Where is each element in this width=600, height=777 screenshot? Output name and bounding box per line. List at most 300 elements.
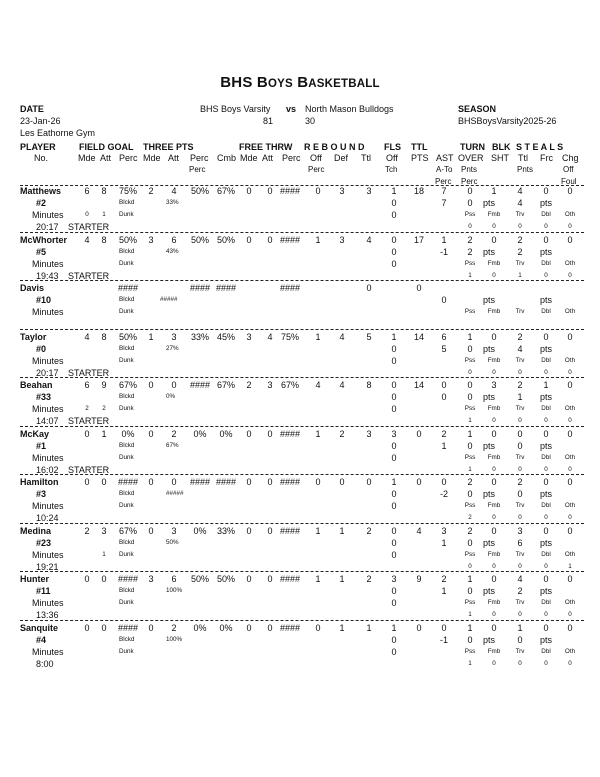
stat-value: 33% [216, 525, 235, 536]
player-name: Sanquite [20, 622, 59, 633]
stat-value: #### [117, 622, 139, 633]
sub-stat-label: Dbl [541, 405, 551, 412]
sub-stat-label: Trv [515, 405, 525, 412]
column-header: BLK [492, 142, 511, 152]
stat-value: 0% [219, 428, 233, 439]
blocked-value: 27% [166, 344, 179, 352]
sub-stat-label: Trv [515, 647, 525, 655]
column-header: Mde [78, 153, 96, 163]
steal-points-value: 4 [517, 198, 523, 208]
stat-value: 0% [121, 428, 135, 439]
stat-value: 4 [84, 331, 90, 342]
stat-value: 0 [543, 477, 549, 487]
sub-stat-value: 0 [468, 562, 472, 570]
player-name: Hunter [20, 574, 49, 584]
dunk-label: Dunk [119, 599, 134, 606]
stat-value: 50% [118, 234, 137, 245]
stat-value: 67% [118, 525, 137, 536]
stat-value: 2 [339, 428, 345, 439]
stat-value: 0 [246, 477, 252, 487]
column-header: Perc [189, 165, 206, 174]
header-divider [20, 185, 584, 186]
blocked-label: Blckd [119, 296, 135, 303]
points-label: pts [540, 198, 553, 208]
sub-stat-value: 1 [468, 417, 472, 424]
sub-stat-value: 0 [544, 562, 548, 570]
player-number: #2 [36, 198, 47, 208]
stat-value: #### [117, 283, 139, 293]
stat-value: 0 [366, 283, 372, 293]
sub-stat-label: Fmb [487, 211, 501, 218]
column-header: Att [100, 153, 112, 163]
stat-value: 0 [339, 477, 345, 487]
stat-value: 2 [441, 428, 447, 439]
points-label: pts [540, 586, 553, 596]
player-number: #11 [36, 586, 51, 596]
stat-value: 0 [567, 428, 573, 439]
stat-value: 1 [391, 622, 397, 633]
sub-stat-label: Trv [515, 211, 525, 218]
minutes-played: 13:36 [36, 610, 59, 620]
assist-turnover-value: 1 [441, 586, 447, 596]
stat-value: #### [117, 574, 139, 584]
sub-stat-label: Dbl [541, 599, 551, 606]
stat-value: 4 [339, 331, 345, 342]
player-number: #5 [36, 246, 47, 257]
column-header: FIELD GOAL [79, 142, 134, 152]
stat-value: 1 [339, 525, 345, 536]
stat-value: 0 [567, 622, 573, 633]
blocked-label: Blckd [119, 538, 135, 546]
stat-value: 3 [171, 331, 177, 342]
stat-value: 6 [171, 234, 177, 245]
sub-stat-value: 1 [468, 271, 472, 279]
stat-value: #### [215, 283, 237, 293]
sub-stat-value: 0 [544, 465, 548, 473]
sub-stat-value: 0 [518, 514, 522, 521]
stat-value: 75% [118, 186, 137, 196]
player-name: Taylor [20, 331, 47, 342]
stat-value: 0 [246, 234, 252, 245]
points-label: pts [540, 489, 553, 499]
stat-value: 8 [101, 186, 107, 196]
stat-value: 67% [118, 380, 137, 390]
stat-value: 0 [101, 622, 107, 633]
sub-stat-label: Fmb [487, 259, 501, 267]
stat-value: 67% [280, 380, 299, 390]
stat-value: 0 [267, 622, 273, 633]
points-label: pts [540, 392, 553, 402]
turnover-points-value: 0 [467, 198, 473, 208]
points-label: pts [483, 246, 496, 257]
stat-value: 1 [491, 186, 497, 196]
stat-value: 0 [267, 428, 273, 439]
sub-stat-label: Oth [564, 502, 576, 509]
off-touch-value: 0 [391, 646, 397, 657]
stat-value: 0 [267, 574, 273, 584]
stat-value: 0% [193, 428, 207, 439]
minutes-made: 0 [85, 211, 89, 218]
stat-value: 0 [246, 428, 252, 439]
column-header: FREE THRW [239, 142, 293, 152]
column-header: Ttl [361, 153, 371, 163]
minutes-label: Minutes [32, 549, 64, 560]
stat-value: 1 [441, 234, 447, 245]
stat-value: 1 [339, 574, 345, 584]
points-label: pts [540, 537, 553, 548]
sub-stat-value: 1 [568, 562, 572, 570]
sub-stat-value: 0 [468, 223, 472, 230]
stat-value: 8 [101, 234, 107, 245]
stat-value: 50% [190, 574, 209, 584]
sub-stat-value: 0 [492, 271, 496, 279]
blocked-value: 100% [166, 635, 183, 643]
stat-value: 1 [315, 574, 321, 584]
minutes-label: Minutes [32, 210, 64, 220]
sub-stat-label: Trv [515, 453, 525, 461]
column-header: TURN [460, 142, 485, 152]
sub-stat-label: Dbl [541, 502, 551, 509]
stat-value: 0 [543, 574, 549, 584]
sub-stat-label: Pss [464, 550, 476, 558]
stat-value: 1 [517, 622, 523, 633]
sub-stat-label: Pss [464, 502, 476, 509]
steal-points-value: 0 [517, 440, 523, 451]
stat-value: 3 [267, 380, 273, 390]
assist-turnover-value: 0 [441, 392, 447, 402]
blocked-label: Blckd [119, 441, 135, 449]
dunk-label: Dunk [119, 356, 134, 364]
minutes-played: 20:17 [36, 222, 59, 232]
column-header: OVER [458, 153, 484, 163]
date-label: DATE [20, 104, 44, 114]
stat-value: 1 [148, 331, 154, 342]
stat-value: #### [117, 477, 139, 487]
stat-value: 9 [101, 380, 107, 390]
stat-value: 2 [171, 622, 177, 633]
sub-stat-label: Trv [515, 308, 525, 315]
stat-value: 2 [246, 380, 252, 390]
stat-value: 4 [84, 234, 90, 245]
season-label: SEASON [458, 104, 497, 114]
stat-value: 0 [567, 331, 573, 342]
stat-value: 0 [84, 428, 90, 439]
sub-stat-value: 0 [568, 659, 572, 667]
assist-turnover-value: -2 [439, 489, 448, 499]
stat-value: 3 [148, 574, 154, 584]
minutes-played: 20:17 [36, 367, 59, 378]
column-header: Frc [540, 153, 553, 163]
stat-value: #### [279, 622, 301, 633]
stat-value: 3 [366, 428, 372, 439]
row-divider [20, 474, 584, 475]
stat-value: 0 [84, 574, 90, 584]
sub-stat-label: Oth [564, 647, 576, 655]
home-team: BHS Boys Varsity [200, 104, 271, 114]
blocked-value: 43% [166, 247, 179, 255]
player-name: Matthews [20, 186, 62, 196]
sub-stat-label: Trv [515, 356, 525, 364]
stat-value: 0 [391, 380, 397, 390]
stat-value: 0 [171, 380, 177, 390]
points-label: pts [540, 343, 553, 354]
player-name: Medina [20, 525, 52, 536]
column-header: Tch [385, 165, 398, 174]
sub-stat-value: 0 [568, 514, 572, 521]
column-header: Cmb [217, 153, 237, 163]
steal-points-value: 6 [517, 537, 523, 548]
sub-stat-label: Oth [564, 259, 576, 267]
stat-value: 3 [148, 234, 154, 245]
stat-value: 0 [267, 186, 273, 196]
away-team: North Mason Bulldogs [305, 104, 394, 114]
stat-value: 0 [416, 283, 422, 293]
row-divider [20, 329, 584, 330]
player-number: #10 [36, 295, 52, 305]
stat-value: 1 [315, 234, 321, 245]
turnover-points-value: 0 [467, 537, 473, 548]
sub-stat-value: 0 [518, 465, 522, 473]
sub-stat-value: 1 [468, 659, 472, 667]
stat-value: 3 [366, 186, 372, 196]
stat-value: 0 [567, 234, 573, 245]
stat-value: 1 [315, 525, 321, 536]
stat-value: 3 [391, 574, 397, 584]
game-date: 23-Jan-26 [20, 116, 61, 126]
player-number: #23 [36, 537, 52, 548]
stat-value: 3 [246, 331, 252, 342]
column-header: No. [34, 153, 49, 163]
vs-label: vs [286, 104, 297, 114]
off-touch-value: 0 [391, 210, 397, 220]
stat-value: 0 [567, 477, 573, 487]
stat-value: 0 [441, 477, 447, 487]
off-touch-value: 0 [391, 537, 397, 548]
sub-stat-value: 0 [492, 417, 496, 424]
row-divider [20, 523, 584, 524]
stat-value: 2 [517, 234, 523, 245]
sub-stat-label: Dbl [541, 647, 551, 655]
sub-stat-label: Oth [564, 308, 576, 315]
points-label: pts [483, 440, 496, 451]
row-divider [20, 280, 584, 281]
blocked-value: 100% [166, 587, 183, 594]
stat-value: 0 [416, 477, 422, 487]
stat-value: 2 [171, 428, 177, 439]
stat-value: 0 [567, 574, 573, 584]
stat-value: 0 [543, 186, 549, 196]
stat-value: 1 [467, 331, 473, 342]
stat-value: 0% [219, 622, 233, 633]
blocked-label: Blckd [119, 393, 135, 400]
starter-label: STARTER [68, 416, 110, 426]
column-header: Perc [461, 177, 478, 186]
stat-value: 3 [491, 380, 497, 390]
stat-value: #### [279, 234, 301, 245]
column-header: Perc [190, 153, 209, 163]
off-touch-value: 0 [391, 634, 397, 645]
sub-stat-label: Trv [515, 259, 525, 267]
column-header: Pnts [461, 165, 478, 174]
stat-value: 0 [267, 525, 273, 536]
stat-value: 0 [267, 477, 273, 487]
steal-points-value: 2 [517, 586, 523, 596]
sub-stat-label: Dbl [541, 259, 551, 267]
off-touch-value: 0 [391, 198, 397, 208]
stat-value: 7 [441, 186, 447, 196]
sub-stat-label: Oth [564, 405, 576, 412]
turnover-points-value: 0 [467, 440, 473, 451]
minutes-played: 16:02 [36, 464, 59, 475]
player-number: #3 [36, 489, 47, 499]
sub-stat-label: Fmb [487, 405, 501, 412]
off-touch-value: 0 [391, 501, 397, 511]
points-label: pts [483, 198, 496, 208]
minutes-label: Minutes [32, 452, 64, 463]
sub-stat-label: Dbl [541, 308, 551, 315]
stat-value: 0 [491, 525, 497, 536]
points-label: pts [483, 343, 496, 354]
column-header: Off [563, 165, 574, 174]
column-header: Mde [143, 153, 161, 163]
blocked-label: Blckd [119, 490, 135, 497]
minutes-label: Minutes [32, 355, 64, 366]
stat-value: 50% [216, 234, 235, 245]
stat-value: 1 [101, 428, 107, 439]
stat-value: 1 [366, 622, 372, 633]
player-name: Beahan [20, 380, 53, 390]
starter-label: STARTER [68, 222, 110, 232]
assist-turnover-value: -1 [439, 634, 448, 645]
sub-stat-value: 1 [468, 465, 472, 473]
column-header: Perc [282, 153, 301, 163]
stat-value: 2 [467, 525, 473, 536]
stat-value: 0 [148, 477, 154, 487]
row-divider [20, 620, 584, 621]
stat-value: 0 [543, 428, 549, 439]
sub-stat-label: Trv [515, 599, 525, 606]
steal-points-value: 1 [517, 392, 523, 402]
stat-value: 0 [491, 622, 497, 633]
minutes-played: 10:24 [36, 513, 59, 523]
sub-stat-label: Dbl [541, 356, 551, 364]
dunk-label: Dunk [119, 259, 134, 267]
stat-value: 2 [84, 525, 90, 536]
stat-value: 4 [171, 186, 177, 196]
starter-label: STARTER [68, 464, 110, 475]
stat-value: 0 [84, 477, 90, 487]
report-title: BHS BOYS BASKETBALL [220, 74, 380, 91]
off-touch-value: 0 [391, 452, 397, 463]
minutes-played: 19:43 [36, 270, 59, 281]
sub-stat-label: Fmb [487, 599, 501, 606]
assist-turnover-value: 7 [441, 198, 447, 208]
sub-stat-value: 0 [568, 271, 572, 279]
column-header: Pnts [517, 165, 534, 174]
stat-value: 5 [366, 331, 372, 342]
turnover-points-value: 2 [467, 246, 473, 257]
sub-stat-value: 0 [492, 611, 496, 618]
season-name: BHSBoysVarsity2025-26 [458, 116, 557, 126]
blocked-label: Blckd [119, 247, 135, 255]
assist-turnover-value: 5 [441, 343, 447, 354]
sub-stat-value: 0 [492, 368, 496, 376]
sub-stat-label: Fmb [487, 356, 501, 364]
stat-value: #### [279, 283, 301, 293]
stat-value: 0 [467, 186, 473, 196]
starter-label: STARTER [68, 270, 110, 281]
stat-value: 18 [413, 186, 424, 196]
stat-value: 0 [467, 380, 473, 390]
stat-value: 0 [517, 428, 523, 439]
blocked-value: 0% [166, 393, 176, 400]
stat-value: 14 [413, 331, 424, 342]
player-name: McWhorter [20, 234, 67, 245]
sub-stat-label: Fmb [487, 453, 501, 461]
stat-value: 33% [190, 331, 209, 342]
assist-turnover-value: 1 [441, 440, 447, 451]
blocked-value: 67% [166, 441, 179, 449]
stat-value: 0 [171, 477, 177, 487]
stat-value: 0% [193, 525, 207, 536]
column-header: S T E A L S [516, 142, 564, 152]
player-number: #4 [36, 634, 47, 645]
sub-stat-value: 0 [492, 223, 496, 230]
stat-value: 0 [543, 622, 549, 633]
off-touch-value: 0 [391, 392, 397, 402]
stat-value: #### [279, 477, 301, 487]
stat-value: #### [189, 477, 211, 487]
sub-stat-label: Pss [464, 647, 476, 655]
stat-value: 0 [101, 574, 107, 584]
column-header: Ttl [518, 153, 528, 163]
sub-stat-value: 0 [568, 611, 572, 618]
sub-stat-value: 0 [544, 659, 548, 667]
column-header: THREE PTS [143, 142, 194, 152]
stat-value: 1 [315, 428, 321, 439]
minutes-label: Minutes [32, 598, 64, 608]
sub-stat-label: Trv [515, 502, 525, 509]
stat-value: 2 [467, 477, 473, 487]
stat-value: #### [215, 477, 237, 487]
off-touch-value: 0 [391, 586, 397, 596]
blocked-label: Blckd [119, 635, 135, 643]
sub-stat-value: 0 [518, 223, 522, 230]
stat-value: 0% [193, 622, 207, 633]
stat-value: 0 [391, 234, 397, 245]
off-touch-value: 0 [391, 343, 397, 354]
stat-value: 0 [491, 477, 497, 487]
blocked-value: ##### [160, 296, 178, 303]
stat-value: 8 [366, 380, 372, 390]
stat-value: 2 [517, 380, 523, 390]
sub-stat-label: Fmb [487, 308, 501, 315]
minutes-label: Minutes [32, 404, 64, 414]
stat-value: 1 [391, 186, 397, 196]
points-label: pts [540, 634, 553, 645]
column-header: Off [310, 153, 322, 163]
column-header: Foul [561, 177, 577, 186]
points-label: pts [483, 537, 496, 548]
column-header: Att [168, 153, 180, 163]
stat-value: 67% [216, 380, 235, 390]
stat-value: 0 [101, 477, 107, 487]
stat-value: 1 [467, 574, 473, 584]
player-name: Davis [20, 283, 45, 293]
stat-value: 1 [391, 331, 397, 342]
sub-stat-label: Pss [464, 308, 476, 315]
player-name: McKay [20, 428, 50, 439]
